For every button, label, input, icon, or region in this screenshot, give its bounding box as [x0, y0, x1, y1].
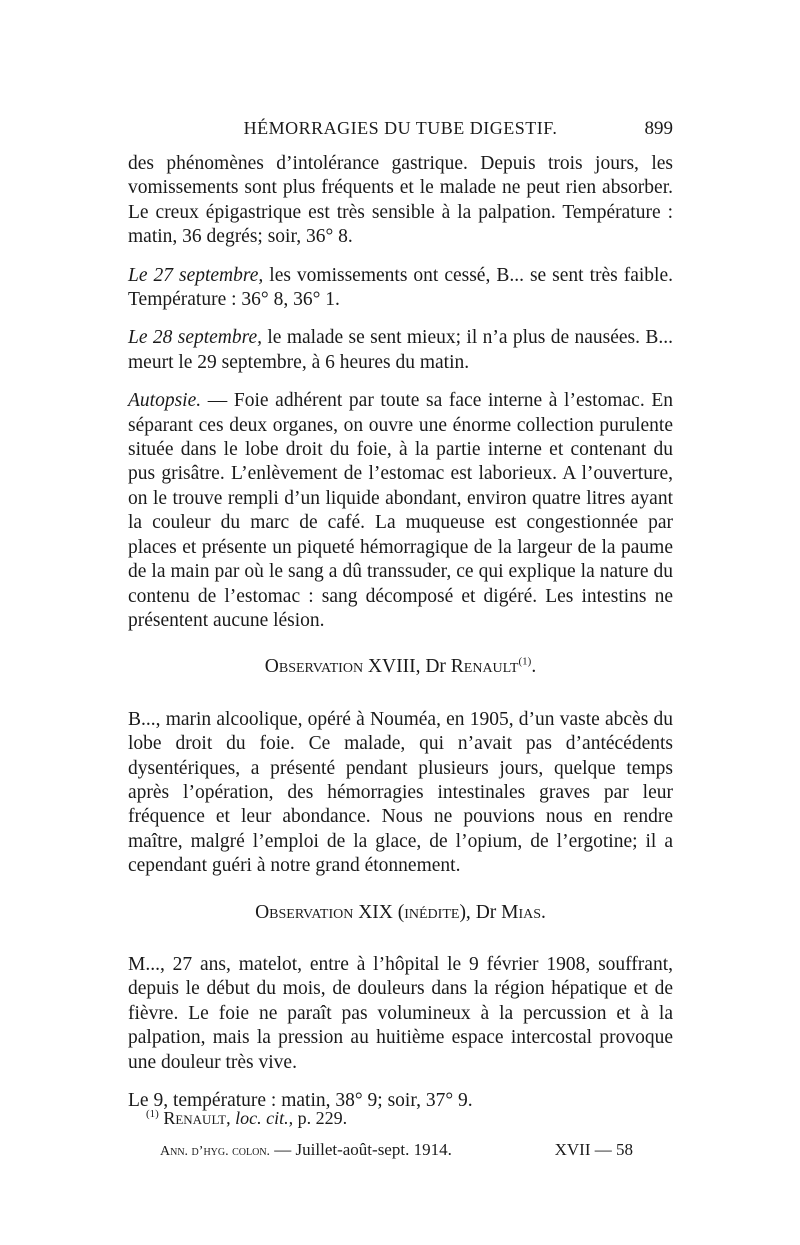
footnote-author: Renault, — [163, 1108, 231, 1128]
footer-date: — Juillet-août-sept. 1914. — [270, 1140, 452, 1159]
observation-19-label: Observation XIX (inédite), — [255, 901, 471, 923]
observation-19-text: M..., 27 ans, matelot, entre à l’hôpital le 9 février 1908, souffrant, depuis le début du mois, de douleurs dans la région hépatique et de fièvre. Le foie ne paraît pas volumineux à la percussion et à la palpation, mais la pression au huitième espace intercostal provoque une douleur très vive. — [128, 953, 673, 1073]
observation-19-author: Mias. — [501, 901, 546, 923]
date-sept-28: Le 28 septembre, — [128, 327, 263, 349]
footer-journal: Ann. d’hyg. colon. — [160, 1144, 271, 1159]
footer-volume: XVII — 58 — [554, 1140, 633, 1159]
observation-18-heading — [128, 655, 673, 679]
footnote-marker: (1) — [146, 1108, 159, 1120]
page-body — [128, 152, 673, 1127]
footnote-reference: (1) — [518, 655, 532, 668]
paragraph-continuation: des phénomènes d’intolérance gastrique. Depuis trois jours, les vomissements sont plus fréquents et le malade ne peut rien absorber. Le creux épigastrique est très sensible à la palpation. Température : matin, 36 degrés; soir, 36° 8. — [128, 153, 673, 248]
paragraph-sept-28-text: le malade se sent mieux; il n’a plus de nausées. B... meurt le 29 septembre, à 6 heures du matin. — [128, 327, 674, 373]
observation-18-label: Observation XVIII, — [264, 656, 421, 678]
observation-18-author: Renault — [450, 656, 519, 678]
observation-18-text: B..., marin alcoolique, opéré à Nouméa, en 1905, d’un vaste abcès du lobe droit du foie. Ce malade, qui n’avait pas d’antécédents dysentériques, a présenté pendant plusieurs jours, quelque temps après l’opération, des hémorragies intestinales graves par leur fréquence et leur abondance. Nous ne pouvions nous en rendre maître, malgré l’emploi de la glace, de l’opium, de l’ergotine; il a cependant guéri à notre grand étonnement. — [128, 708, 673, 877]
autopsy-lead: Autopsie. — [128, 390, 202, 412]
observation-18-dr: Dr — [425, 656, 446, 678]
footnote — [146, 1108, 666, 1129]
date-sept-27: Le 27 septembre, — [128, 264, 264, 286]
paragraph-autopsy — [128, 389, 673, 633]
observation-19-last-line: Le 9, température : matin, 38° 9; soir, 37° 9. — [128, 1090, 473, 1111]
footer-citation — [160, 1140, 452, 1160]
observation-19-dr: Dr — [475, 901, 497, 923]
running-header — [128, 118, 673, 142]
paragraph-sept-27 — [128, 264, 673, 313]
autopsy-text: — Foie adhérent par toute sa face interne à l’estomac. En séparant ces deux organes, on ouvre une énorme collection purulente située dans le lobe droit du foie, à la partie interne et contenant du pus grisâtre. L’enlèvement de l’estomac est laborieux. A l’ouverture, on le trouve rempli d’un liquide abondant, environ quatre litres ayant la couleur du marc de café. La muqueuse est congestionnée par places et présente un piqueté hémorragique de la largeur de la paume de la main par où le sang a dû transsuder, ce qui explique la nature du contenu de l’estomac : sang décomposé et digéré. Les intestins ne présentent aucune lésion. — [128, 390, 673, 631]
page-number: 899 — [644, 118, 673, 139]
paragraph-sept-27-text: les vomissements ont cessé, B... se sent très faible. Température : 36° 8, 36° 1. — [128, 264, 673, 311]
observation-19-heading — [128, 901, 673, 925]
observation-18-period: . — [531, 656, 537, 678]
running-title: HÉMORRAGIES DU TUBE DIGESTIF. — [243, 118, 558, 138]
paragraph-sept-28 — [128, 326, 673, 375]
footnote-ref: loc. cit., — [235, 1108, 294, 1128]
footnote-page: p. 229. — [293, 1108, 348, 1128]
